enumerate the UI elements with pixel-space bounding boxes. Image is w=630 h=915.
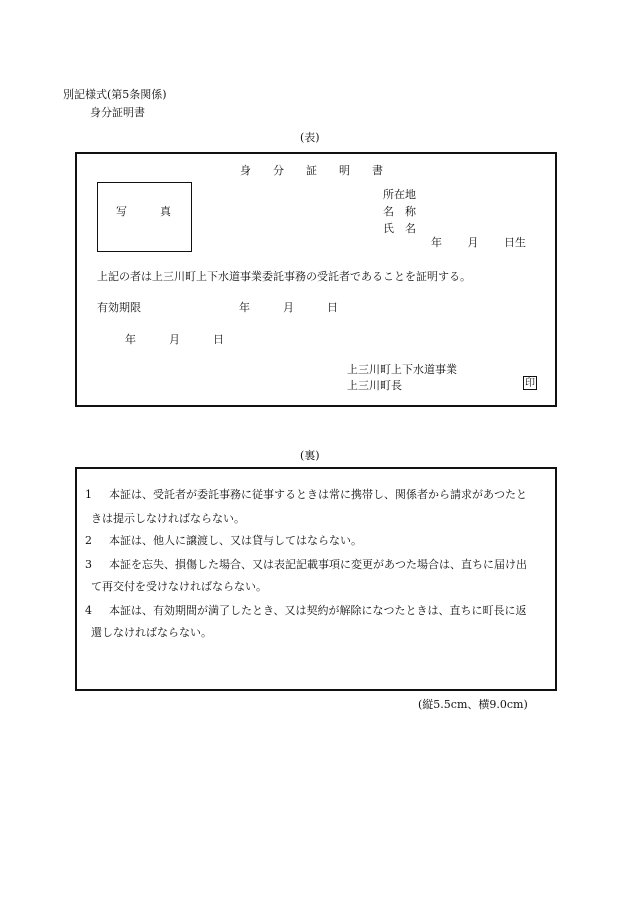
name-label: 名 称 — [383, 205, 416, 218]
issuer-mayor: 上三川町長 — [347, 379, 402, 392]
item-number: 4 — [85, 604, 92, 617]
list-item — [85, 553, 527, 577]
certification-text: 上記の者は上三川町上下水道事業委託事務の受託者であることを証明する。 — [97, 270, 471, 283]
photo-placeholder — [97, 182, 192, 252]
item-text: 本証は、他人に譲渡し、又は貸与してはならない。 — [109, 534, 362, 547]
list-item — [85, 483, 527, 507]
item-text: 本証は、有効期間が満了したとき、又は契約が解除になつたときは、直ちに町長に返 — [109, 604, 527, 617]
item-number: 1 — [85, 488, 92, 501]
size-note: (縦5.5cm、横9.0cm) — [418, 698, 528, 711]
list-item — [85, 529, 362, 553]
person-label: 氏 名 — [383, 222, 416, 235]
item-continuation: きは提示しなければならない。 — [91, 512, 245, 525]
id-card-back — [75, 467, 557, 691]
birth-date: 年 月 日生 — [431, 236, 526, 249]
front-side-label: (表) — [300, 131, 320, 144]
id-card-front — [75, 152, 557, 407]
item-continuation: て再交付を受けなければならない。 — [91, 580, 267, 593]
form-title: 身分証明書 — [90, 106, 145, 119]
issuer-org: 上三川町上下水道事業 — [347, 363, 457, 376]
item-number: 3 — [85, 558, 92, 571]
item-text: 本証を忘失、損傷した場合、又は表記記載事項に変更があつた場合は、直ちに届け出 — [109, 558, 527, 571]
back-side-label: (裏) — [300, 449, 320, 462]
item-text: 本証は、受託者が委託事務に従事するときは常に携帯し、関係者から請求があつたと — [109, 488, 527, 501]
form-label: 別記様式(第5条関係) — [63, 88, 167, 101]
item-continuation: 還しなければならない。 — [91, 626, 212, 639]
item-number: 2 — [85, 534, 92, 547]
card-title: 身 分 証 明 書 — [240, 164, 383, 177]
list-item — [85, 599, 527, 623]
validity-date: 年 月 日 — [239, 301, 338, 314]
address-label: 所在地 — [383, 188, 416, 201]
photo-label: 写 真 — [116, 205, 171, 218]
validity-label: 有効期限 — [97, 301, 141, 314]
issue-date: 年 月 日 — [125, 333, 224, 346]
seal-stamp: 印 — [525, 378, 535, 389]
